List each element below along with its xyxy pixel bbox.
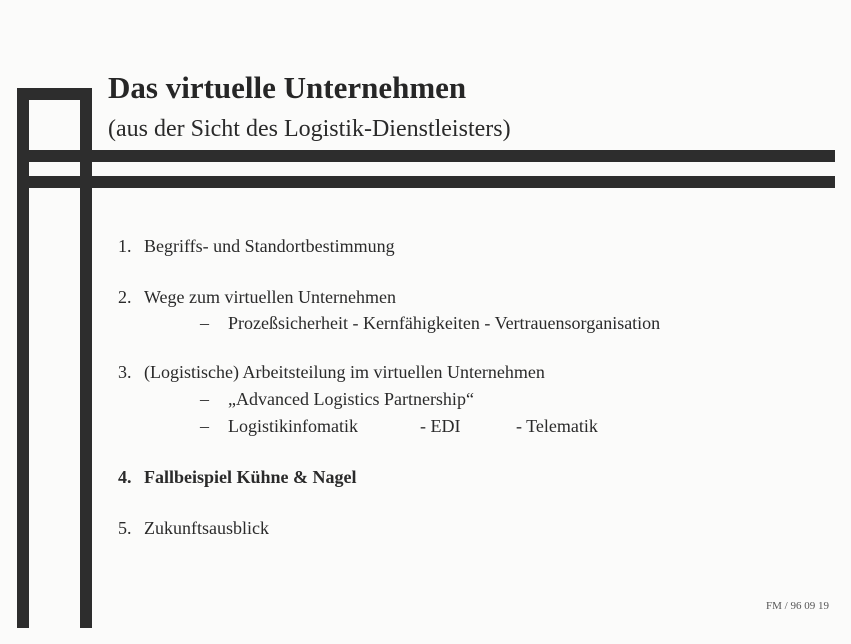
frame-horizontal-bar-bottom [17, 176, 835, 188]
agenda-item-text: Begriffs- und Standortbestimmung [144, 236, 395, 256]
agenda-item-text: Fallbeispiel Kühne & Nagel [144, 467, 357, 487]
frame-top-cap-bar [17, 88, 92, 100]
agenda-subitem [200, 414, 598, 438]
dash-bullet: – [200, 313, 209, 333]
agenda-item-4 [118, 465, 357, 489]
frame-horizontal-bar-top [17, 150, 835, 162]
agenda-item-number: 4. [118, 467, 132, 487]
frame-left-outer-bar [17, 88, 29, 628]
dash-bullet: – [200, 416, 209, 436]
agenda-item-1 [118, 234, 395, 258]
subitem-text: Logistikinfomatik [228, 416, 358, 436]
agenda-item-number: 1. [118, 236, 132, 256]
agenda-item-text: (Logistische) Arbeitsteilung im virtuellen Unternehmen [144, 362, 545, 382]
agenda-item-5 [118, 516, 269, 540]
frame-left-inner-bar [80, 88, 92, 628]
agenda-item-text: Zukunftsausblick [144, 518, 269, 538]
agenda-item-2 [118, 285, 396, 309]
agenda-subitem [200, 387, 474, 411]
agenda-item-number: 2. [118, 287, 132, 307]
footer-code: FM / 96 09 19 [766, 600, 829, 612]
subitem-text: „Advanced Logistics Partnership“ [228, 389, 474, 409]
subitem-text: - Telematik [516, 416, 598, 436]
dash-bullet: – [200, 389, 209, 409]
agenda-item-number: 5. [118, 518, 132, 538]
agenda-item-3 [118, 360, 545, 384]
slide-title: Das virtuelle Unternehmen [108, 70, 467, 105]
subitem-text: Prozeßsicherheit - Kernfähigkeiten - Vertrauensorganisation [228, 313, 661, 333]
subitem-text: - EDI [420, 416, 461, 436]
agenda-item-number: 3. [118, 362, 132, 382]
agenda-item-text: Wege zum virtuellen Unternehmen [144, 287, 396, 307]
agenda-subitem [200, 311, 660, 335]
slide-subtitle: (aus der Sicht des Logistik-Dienstleisters) [108, 116, 511, 142]
